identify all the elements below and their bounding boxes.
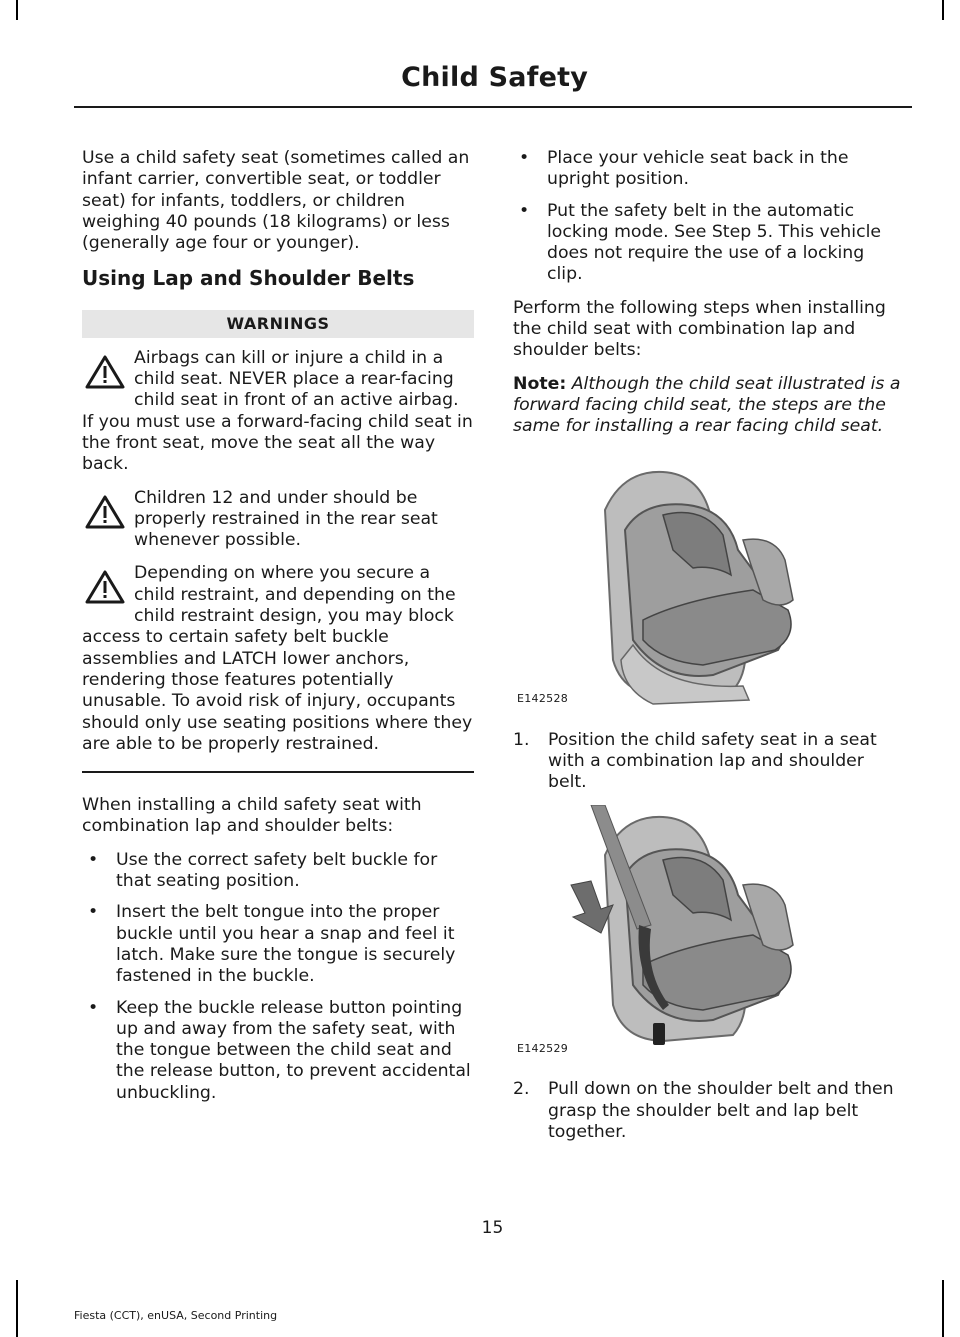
child-seat-belt-illustration: [513, 805, 905, 1061]
warning-triangle-icon: [85, 354, 125, 390]
bullet-mark: •: [519, 200, 530, 221]
crop-mark: [16, 1280, 18, 1337]
step-item: [513, 730, 905, 794]
list-item: [82, 998, 474, 1104]
child-seat-illustration: [513, 450, 905, 712]
bullet-mark: •: [88, 997, 99, 1018]
bullet-mark: •: [519, 148, 530, 168]
step-text: Position the child safety seat in a seat with a combination lap and shoulder belt.: [548, 729, 877, 793]
preparation-bullets: [513, 148, 905, 286]
page-number: 15: [481, 1218, 504, 1238]
step-number: 1.: [513, 729, 530, 750]
warning-item: [82, 563, 474, 755]
list-item: [513, 148, 905, 191]
figure-code: E142529: [517, 1042, 569, 1056]
crop-mark: [942, 1280, 944, 1337]
bullet-text: Use the correct safety belt buckle for that seating position.: [116, 849, 438, 892]
installing-intro: When installing a child safety seat with combination lap and shoulder belts:: [82, 795, 422, 837]
page-title: Child Safety: [401, 62, 588, 93]
section-heading: Using Lap and Shoulder Belts: [82, 266, 415, 291]
right-column: [513, 148, 905, 1155]
note-label: Note:: [513, 373, 567, 394]
bullet-mark: •: [88, 849, 99, 870]
figure-child-seat-belt: [513, 805, 905, 1061]
bullet-text: Insert the belt tongue into the proper buckle until you hear a snap and feel it latch. Make sure the tongue is securely fastened in the buckle.: [116, 902, 456, 987]
list-item: [82, 850, 474, 893]
note-text: Although the child seat illustrated is a forward facing child seat, the steps are the same for installing a rear facing child seat.: [513, 373, 901, 437]
warnings-end-rule: [82, 771, 474, 773]
title-rule: [74, 106, 912, 108]
warning-item: [82, 488, 474, 552]
crop-mark: [942, 0, 944, 20]
warning-item: [82, 348, 474, 476]
note-paragraph: [513, 374, 905, 438]
bullet-text: Put the safety belt in the automatic locking mode. See Step 5. This vehicle does not require the use of a locking clip.: [547, 200, 881, 285]
warning-text: Depending on where you secure a child restraint, and depending on the child restraint design, you may block access to certain safety belt buckle assemblies and LATCH lower anchors, rendering those features potentially unusable. To avoid risk of injury, occupants should only use seating positions where they are able to be properly restrained.: [82, 563, 473, 754]
figure-code: E142528: [517, 692, 569, 706]
warning-triangle-icon: [85, 569, 125, 605]
warning-text: Airbags can kill or injure a child in a child seat. NEVER place a rear-facing child seat in front of an active airbag. If you must use a forward-facing child seat in the front seat, move the seat all the way back.: [82, 347, 473, 475]
warning-text: Children 12 and under should be properly restrained in the rear seat whenever possible.: [134, 487, 438, 551]
step-item: [513, 1079, 905, 1143]
step-text: Pull down on the shoulder belt and then grasp the shoulder belt and lap belt together.: [548, 1079, 894, 1143]
step-number: 2.: [513, 1079, 530, 1100]
left-column: [82, 148, 474, 1116]
perform-paragraph: Perform the following steps when installing the child seat with combination lap and shoulder belts:: [513, 297, 886, 361]
bullet-text: Place your vehicle seat back in the upright position.: [547, 148, 849, 190]
warning-triangle-icon: [85, 494, 125, 530]
intro-paragraph: Use a child safety seat (sometimes called an infant carrier, convertible seat, or toddler seat) for infants, toddlers, or children weighing 40 pounds (18 kilograms) or less (generally age four or younger).: [82, 148, 470, 254]
installing-bullets: [82, 850, 474, 1104]
steps-list: [513, 1079, 905, 1143]
list-item: [82, 902, 474, 987]
figure-child-seat: [513, 450, 905, 712]
list-item: [513, 201, 905, 286]
footer-text: Fiesta (CCT), enUSA, Second Printing: [74, 1309, 278, 1322]
bullet-text: Keep the buckle release button pointing up and away from the safety seat, with the tongue between the child seat and the release button, to prevent accidental unbuckling.: [116, 997, 471, 1103]
warnings-header: WARNINGS: [82, 310, 474, 337]
bullet-mark: •: [88, 902, 99, 923]
buckle-shape: [653, 1023, 665, 1045]
steps-list: [513, 730, 905, 794]
crop-mark: [16, 0, 18, 20]
